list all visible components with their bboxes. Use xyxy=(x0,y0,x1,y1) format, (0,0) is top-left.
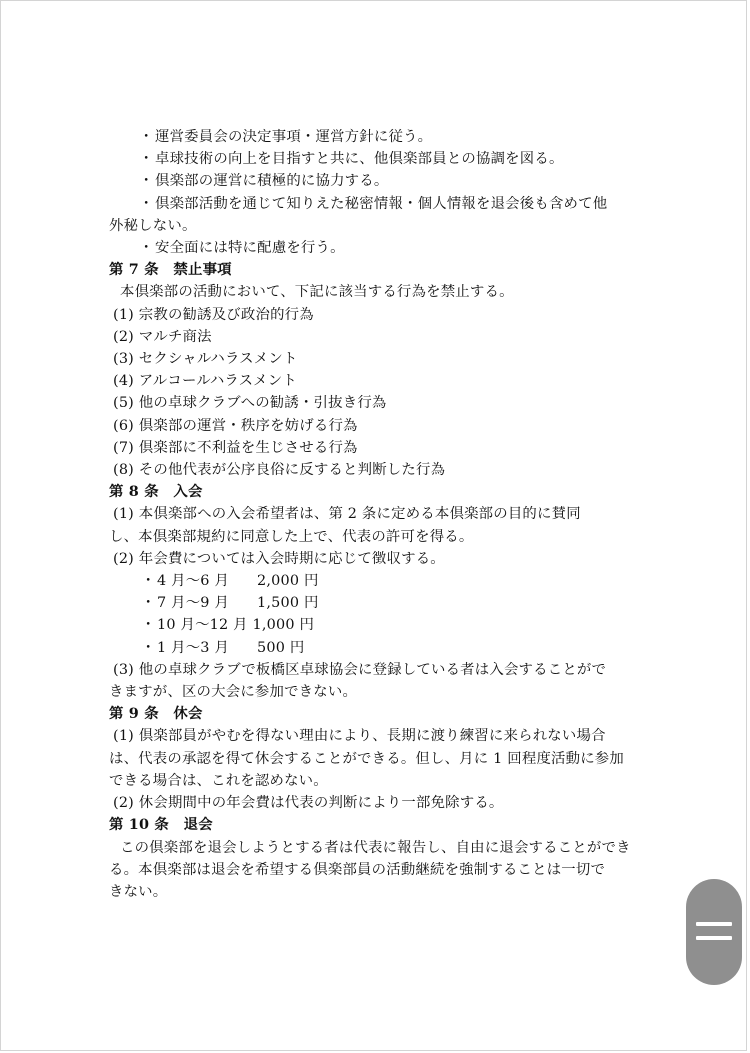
paragraph-line: (3) 他の卓球クラブで板橋区卓球協会に登録している者は入会することがで xyxy=(113,661,607,678)
article-7-intro: 本倶楽部の活動において、下記に該当する行為を禁止する。 xyxy=(120,284,514,301)
fee-row: ・7 月～9 月 1,500 円 xyxy=(141,595,319,612)
paragraph-line: (2) 休会期間中の年会費は代表の判断により一部免除する。 xyxy=(113,795,504,812)
floating-menu-button[interactable] xyxy=(686,879,742,985)
paragraph-line: は、代表の承認を得て休会することができる。但し、月に 1 回程度活動に参加 xyxy=(109,750,624,767)
list-item: (8) その他代表が公序良俗に反すると判断した行為 xyxy=(113,462,446,479)
bullet-item: ・安全面には特に配慮を行う。 xyxy=(139,240,345,257)
bullet-item: ・倶楽部活動を通じて知りえた秘密情報・個人情報を退会後も含めて他 xyxy=(139,195,608,212)
article-10-heading: 第 10 条 退会 xyxy=(109,816,213,834)
bullet-item: ・運営委員会の決定事項・運営方針に従う。 xyxy=(139,129,433,145)
paragraph-line: し、本倶楽部規約に同意した上で、代表の許可を得る。 xyxy=(109,528,474,545)
bullet-item: ・卓球技術の向上を目指すと共に、他倶楽部員との協調を図る。 xyxy=(139,151,564,168)
paragraph-line: この倶楽部を退会しようとする者は代表に報告し、自由に退会することができ xyxy=(120,839,631,856)
fee-row: ・1 月～3 月 500 円 xyxy=(141,639,305,656)
paragraph-line: (1) 倶楽部員がやむを得ない理由により、長期に渡り練習に来られない場合 xyxy=(113,728,606,745)
article-7-heading: 第 7 条 禁止事項 xyxy=(109,261,232,279)
list-item: (6) 倶楽部の運営・秩序を妨げる行為 xyxy=(113,417,358,434)
list-item: (2) マルチ商法 xyxy=(113,328,212,345)
fee-row: ・10 月～12 月 1,000 円 xyxy=(141,617,315,634)
bullet-continuation: 外秘しない。 xyxy=(109,217,197,234)
document-body xyxy=(109,126,649,903)
list-item: (1) 宗教の勧誘及び政治的行為 xyxy=(113,306,314,323)
list-item: (4) アルコールハラスメント xyxy=(113,373,297,390)
paragraph-line: できる場合は、これを認めない。 xyxy=(109,772,328,789)
fee-row: ・4 月～6 月 2,000 円 xyxy=(141,573,319,590)
paragraph-line: (2) 年会費については入会時期に応じて徴収する。 xyxy=(113,550,445,567)
list-item: (5) 他の卓球クラブへの勧誘・引抜き行為 xyxy=(113,395,387,412)
article-8-heading: 第 8 条 入会 xyxy=(109,483,203,501)
paragraph-line: きますが、区の大会に参加できない。 xyxy=(109,684,358,701)
paragraph-line: る。本倶楽部は退会を希望する倶楽部員の活動継続を強制することは一切で xyxy=(109,861,606,878)
bullet-item: ・倶楽部の運営に積極的に協力する。 xyxy=(139,173,389,190)
list-item: (3) セクシャルハラスメント xyxy=(113,351,298,368)
paragraph-line: きない。 xyxy=(109,883,168,900)
article-9-heading: 第 9 条 休会 xyxy=(109,705,203,723)
list-item: (7) 倶楽部に不利益を生じさせる行為 xyxy=(113,439,358,456)
paragraph-line: (1) 本倶楽部への入会希望者は、第 2 条に定める本倶楽部の目的に賛同 xyxy=(113,506,581,523)
